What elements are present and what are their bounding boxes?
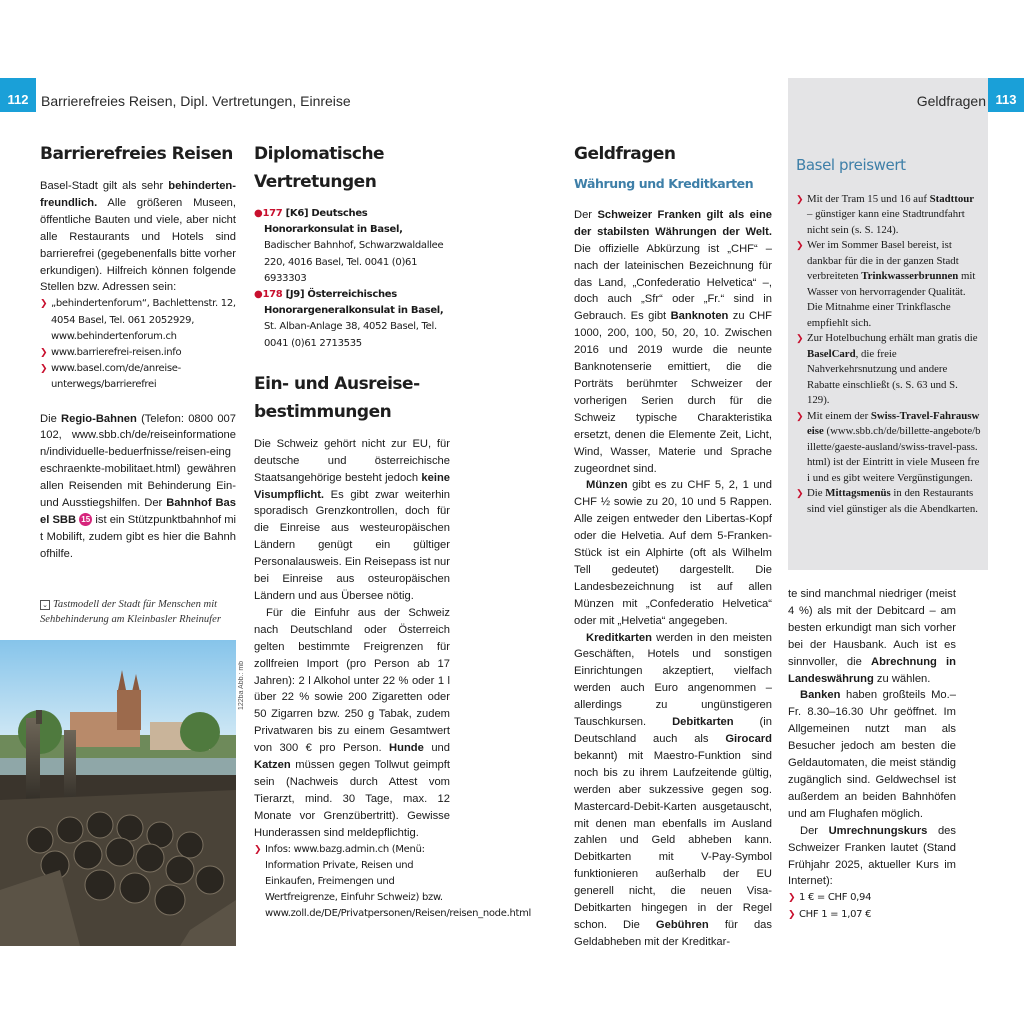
box-title: Basel preiswert — [796, 156, 906, 174]
gebuehren-paragraph: te sind manchmal niedriger (meist 4 %) als mit der Debitcard – am besten erkundigt man sich vorher bei der Hausbank. Auch ist es sinnvoller, die Abrechnung in Landeswährung zu wählen. — [788, 588, 956, 685]
tip-item: ❯ Zur Hotelbuchung erhält man gratis die BaselCard, die freie Nahverkehrsnutzung und andere Rabatte einschließt (s. S. 63 und S. 129). — [796, 331, 982, 409]
consulate-entry-austria: ●178 [J9] Österreichisches Honorargeneralkonsulat in Basel, St. Alban-Anlage 38, 4052 Basel, Tel. 0041 (0)61 2713535 — [254, 289, 444, 349]
right-page-number: 113 — [988, 78, 1024, 112]
link-item[interactable]: ❯ www.basel.com/de/anreise-unterwegs/barrierefrei — [40, 361, 236, 393]
left-running-title: Barrierefreies Reisen, Dipl. Vertretungen, Einreise — [41, 93, 351, 109]
einreise-info-list — [254, 842, 532, 923]
photo-credit: 122ba Abb.: mb — [238, 660, 245, 710]
umrechnung-paragraph: Der Umrechnungskurs des Schweizer Franken lautet (Stand Frühjahr 2025, aktueller Kurs im Internet): — [788, 824, 956, 888]
right-running-title: Geldfragen — [916, 93, 986, 109]
regio-bahnen-paragraph: Die Regio-Bahnen (Telefon: 0800 007102, www.sbb.ch/de/reiseinformationen/individuelle-beduerfnisse/reisen-eingeschraenkte-mobilitaet.html) gewähren allen Reisenden mit Behinderung Ein- und Ausstiegshilfen. Der Bahnhof Basel SBB 15 ist ein Stützpunktbahnhof mit Mobilift, zudem gibt es hier die Bahnhofhilfe. — [40, 412, 236, 560]
exchange-rate: ❯ CHF 1 = 1,07 € — [788, 907, 956, 923]
einreise-paragraph-2: Für die Einfuhr aus der Schweiz nach Deutschland oder Österreich gelten bestimmte Freigrenzen für zollfreien Import (pro Person ab 17 Jahren): 2 l Alkohol unter 22 % oder 1 l über 22 % sowie 200 Zigaretten oder 50 Zigarren bzw. 250 g Tabak, zudem Privatwaren bis zu einem Gesamtwert von 300 € pro Person. Hunde und Katzen müssen gegen Tollwut geimpft sein (Nachweis durch Attest vom Tierarzt, mind. 30 Tage, max. 12 Monate vor Grenzübertritt). Gewisse Hunderassen sind meldepflichtig. — [254, 606, 450, 839]
geldfragen-column — [574, 140, 772, 951]
einreise-title: Ein- und Ausreise- bestimmungen — [254, 373, 420, 422]
map-badge: 15 — [79, 513, 92, 526]
waehrung-subtitle: Währung und Kreditkarten — [574, 176, 754, 191]
photo-caption: ⌄ Tastmodell der Stadt für Menschen mit Sehbehinderung am Kleinbasler Rheinufer — [40, 598, 221, 626]
left-page-number: 112 — [0, 78, 36, 112]
barrierefrei-column — [40, 140, 236, 628]
geldfragen-column-2 — [788, 586, 956, 923]
basel-preiswert-box — [796, 158, 982, 517]
diplomatic-column — [254, 140, 532, 923]
kreditkarten-paragraph: Kreditkarten werden in den meisten Geschäften, Hotels und sonstigen Einrichtungen akzeptiert, vielfach werden auch Euro angenommen – allerdings zu ungünstigeren Tauschkursen. Debitkarten (in Deutschland auch als Girocard bekannt) mit Maestro-Funktion sind noch bis zu ihrem Laufzeitende gültig, werden aber sukzessive gegen sog. Mastercard-Debit-Karten ausgetauscht, mit denen man ebenfalls im Ausland zahlen und Geld abheben kann. Debitkarten mit V-Pay-Symbol funktionieren außerhalb der EU generell nicht, die neuen Visa-Debitkarten hingegen in der Regel schon. Die Gebühren für das Geldabheben mit der Kreditkar- — [574, 631, 772, 948]
right-running-head — [788, 78, 1024, 112]
box-tips — [796, 192, 982, 518]
banken-paragraph: Banken haben großteils Mo.–Fr. 8.30–16.30 Uhr geöffnet. Im Allgemeinen nutzt man als Besucher jedoch am besten die Geldautomaten, die meist ständig zugänglich sind. Geldwechsel ist außerdem an beiden Bahnhöfen und am Flughafen möglich. — [788, 689, 956, 820]
link-item[interactable]: ❯ „behindertenforum“, Bachlettenstr. 12, 4054 Basel, Tel. 061 2052929, www.behindertenforum.ch — [40, 296, 236, 345]
tip-item: ❯ Die Mittagsmenüs in den Restaurants sind viel günstiger als die Abendkarten. — [796, 486, 982, 517]
tip-item: ❯ Mit einem der Swiss-Travel-Fahrausweise (www.sbb.ch/de/billette-angebote/billette/gaeste-ausland/swiss-travel-pass.html) ist der Eintritt in viele Museen frei und es gibt weitere Vergünstigungen. — [796, 409, 982, 487]
barrierefrei-intro: Basel-Stadt gilt als sehr behindertenfreundlich. Alle größeren Museen, öffentliche Bauten und viele, aber nicht alle Restaurants und Hotels sind barrierefrei (gegebenenfalls bitte vorher erkundigen). Hilfreich können folgende Stellen bzw. Adressen sein: — [40, 180, 236, 294]
tip-item: ❯ Mit der Tram 15 und 16 auf Stadttour – günstiger kann eine Stadtrundfahrt nicht sein (s. S. 124). — [796, 192, 982, 239]
franken-paragraph: Der Schweizer Franken gilt als eine der stabilsten Währungen der Welt. Die offizielle Abkürzung ist „CHF“ – nach der lateinischen Bezeichnung für das Land, „Confederatio Helvetica“ –, doch auch „Sfr“ oder „Fr.“ sind in Gebrauch. Es gibt Banknoten zu CHF 1000, 200, 100, 50, 20, 10. Zwischen 2016 und 2019 wurde die neunte Banknotenserie emittiert, die die Porträts berühmter Schweizer der vorherigen Serien durch für die Schweiz typische Charakteristika ersetzt, denen die Elemente Zeit, Licht, Wind, Wasser, Materie und Sprache zugeordnet sind. — [574, 208, 772, 475]
map-pin-icon: ● — [254, 289, 263, 301]
barrierefrei-title: Barrierefreies Reisen — [40, 144, 233, 164]
info-link-item[interactable]: ❯ Infos: www.bazg.admin.ch (Menü: Information Private, Reisen und Einkaufen, Freimengen und Wertfreigrenze, Einfuhr Schweiz) bzw. www.zoll.de/DE/Privatpersonen/Reisen/reisen_node.html — [254, 842, 450, 923]
diplomatic-title: Diplomatische Vertretungen — [254, 144, 385, 192]
link-item[interactable]: ❯ www.barrierefrei-reisen.info — [40, 345, 236, 361]
exchange-rate: ❯ 1 € = CHF 0,94 — [788, 890, 956, 906]
consulate-entry-germany: ●177 [K6] Deutsches Honorarkonsulat in Basel, Badischer Bahnhof, Schwarzwaldallee 220, 4016 Basel, Tel. 0041 (0)61 6933303 — [254, 208, 444, 284]
tip-item: ❯ Wer im Sommer Basel bereist, ist dankbar für die in der ganzen Stadt verbreiteten Trinkwasserbrunnen mit Wasser von hervorragender Qualität. Die Mitnahme einer Trinkflasche empfiehlt sich. — [796, 238, 982, 331]
tastmodell-photo — [0, 640, 236, 946]
photo-illustration — [0, 640, 236, 946]
map-pin-icon: ● — [254, 208, 263, 219]
barrierefrei-links — [40, 296, 236, 393]
exchange-rates — [788, 890, 956, 922]
geldfragen-title: Geldfragen — [574, 144, 676, 164]
caption-arrow-icon: ⌄ — [40, 600, 50, 610]
consulate-list — [254, 206, 450, 352]
left-running-head — [0, 78, 500, 112]
einreise-paragraph-1: Die Schweiz gehört nicht zur EU, für deutsche und österreichische Staatsangehörige besteht jedoch keine Visumpflicht. Es gibt zwar weiterhin sporadisch Grenzkontrollen, doch für die Einreise aus westeuropäischen Ländern genügt ein gültiger Personalausweis. Ein Reisepass ist nur bei Einreise aus osteuropäischen Ländern und aus Übersee nötig. — [254, 437, 450, 602]
muenzen-paragraph: Münzen gibt es zu CHF 5, 2, 1 und CHF ½ sowie zu 20, 10 und 5 Rappen. Alle zeigen entweder den Libertas-Kopf oder die Helvetia. Auf dem 5-Franken-Stück ist ein Alphirte (oft als Wilhelm Tell gedeutet) dargestellt. Die Landesbezeichnung ist auf allen Münzen mit „Confederatio Helvetica“ oder mit „Helvetia“ angegeben. — [574, 479, 772, 627]
